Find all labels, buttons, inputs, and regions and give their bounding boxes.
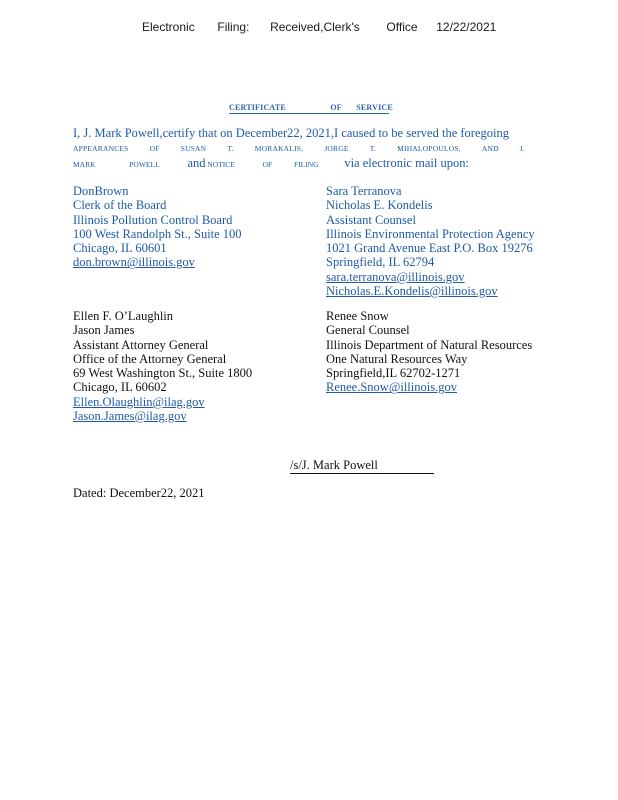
email-row xyxy=(73,395,252,409)
certificate-title xyxy=(229,103,393,114)
recipient-line: Assistant Attorney General xyxy=(73,337,209,352)
recipient-line: Sara Terranova xyxy=(326,184,402,198)
parties-word: T. xyxy=(227,144,234,153)
word-notice: NOTICE xyxy=(207,160,235,169)
recipient-line: Nicholas E. Kondelis xyxy=(326,198,433,213)
word-of: OF xyxy=(262,160,273,169)
email-row xyxy=(73,255,242,269)
header-office: Office xyxy=(386,20,418,34)
parties-line xyxy=(73,144,525,153)
recipient-line: General Counsel xyxy=(326,323,410,338)
parties-word: OF xyxy=(149,144,160,153)
recipient-line: Chicago, IL 60602 xyxy=(73,380,167,395)
recipient-line: Illinois Pollution Control Board xyxy=(73,212,233,227)
header-electronic: Electronic xyxy=(142,20,195,34)
email-row xyxy=(326,380,532,394)
recipient-line: One Natural Resources Way xyxy=(326,351,468,366)
filing-header xyxy=(142,20,496,34)
recipient-line: 100 West Randolph St., Suite 100 xyxy=(73,226,242,241)
email-row xyxy=(326,270,535,284)
word-and: and xyxy=(187,156,206,170)
recipient-block xyxy=(73,309,252,423)
word-mark: MARK xyxy=(73,160,96,169)
parties-word: J. xyxy=(519,144,525,153)
email-link[interactable]: sara.terranova@illinois.gov xyxy=(326,269,465,284)
word-filing: FILING xyxy=(293,160,319,169)
email-link[interactable]: Ellen.Olaughlin@ilag.gov xyxy=(73,394,205,409)
header-date: 12/22/2021 xyxy=(436,20,497,34)
recipient-line: Office of the Attorney General xyxy=(73,351,227,366)
parties-word: APPEARANCES xyxy=(73,144,129,153)
recipient-line: DonBrown xyxy=(73,184,129,198)
cert-title-word2: OF xyxy=(330,103,342,112)
recipient-line: Illinois Environmental Protection Agency xyxy=(326,226,535,241)
parties-word: JORGE xyxy=(324,144,349,153)
email-link[interactable]: Jason.James@ilag.gov xyxy=(73,409,187,424)
recipient-block xyxy=(326,184,535,298)
dated-line: Dated: December22, 2021 xyxy=(73,486,205,500)
via-electronic-mail: via electronic mail upon: xyxy=(344,156,469,170)
email-link[interactable]: Nicholas.E.Kondelis@illinois.gov xyxy=(326,284,498,299)
recipient-line: Springfield, IL 62794 xyxy=(326,255,435,270)
cert-title-word1: CERTIFICATE xyxy=(229,103,286,112)
recipient-line: 1021 Grand Avenue East P.O. Box 19276 xyxy=(326,241,533,256)
email-link[interactable]: don.brown@illinois.gov xyxy=(73,255,195,270)
cert-title-word3: SERVICE xyxy=(356,103,393,112)
recipient-line: Ellen F. O’Laughlin xyxy=(73,309,174,323)
email-row xyxy=(326,284,535,298)
word-powell: POWELL xyxy=(129,160,160,169)
parties-word: MIHALOPOULOS, xyxy=(397,144,461,153)
recipient-line: Springfield,IL 62702-1271 xyxy=(326,366,461,381)
certify-statement: I, J. Mark Powell,certify that on December22, 2021,I caused to be served the foregoing xyxy=(73,126,509,140)
recipient-line: Assistant Counsel xyxy=(326,212,416,227)
email-row xyxy=(73,409,252,423)
parties-word: MORAKALIS, xyxy=(254,144,304,153)
recipient-block xyxy=(326,309,532,395)
signature-line: /s/J. Mark Powell xyxy=(290,458,434,474)
recipient-line: Illinois Department of Natural Resources xyxy=(326,337,533,352)
email-link[interactable]: Renee.Snow@illinois.gov xyxy=(326,380,457,395)
parties-word: SUSAN xyxy=(180,144,207,153)
header-filing: Filing: xyxy=(217,20,250,34)
recipient-block xyxy=(73,184,242,270)
recipient-line: 69 West Washington St., Suite 1800 xyxy=(73,366,253,381)
recipient-line: Renee Snow xyxy=(326,309,389,323)
header-received: Received,Clerk's xyxy=(270,20,360,34)
notice-line xyxy=(73,156,469,171)
parties-word: T. xyxy=(369,144,377,153)
recipient-line: Jason James xyxy=(73,323,135,338)
recipient-line: Clerk of the Board xyxy=(73,198,167,213)
recipient-line: Chicago, IL 60601 xyxy=(73,241,167,256)
parties-word: AND xyxy=(481,144,499,153)
